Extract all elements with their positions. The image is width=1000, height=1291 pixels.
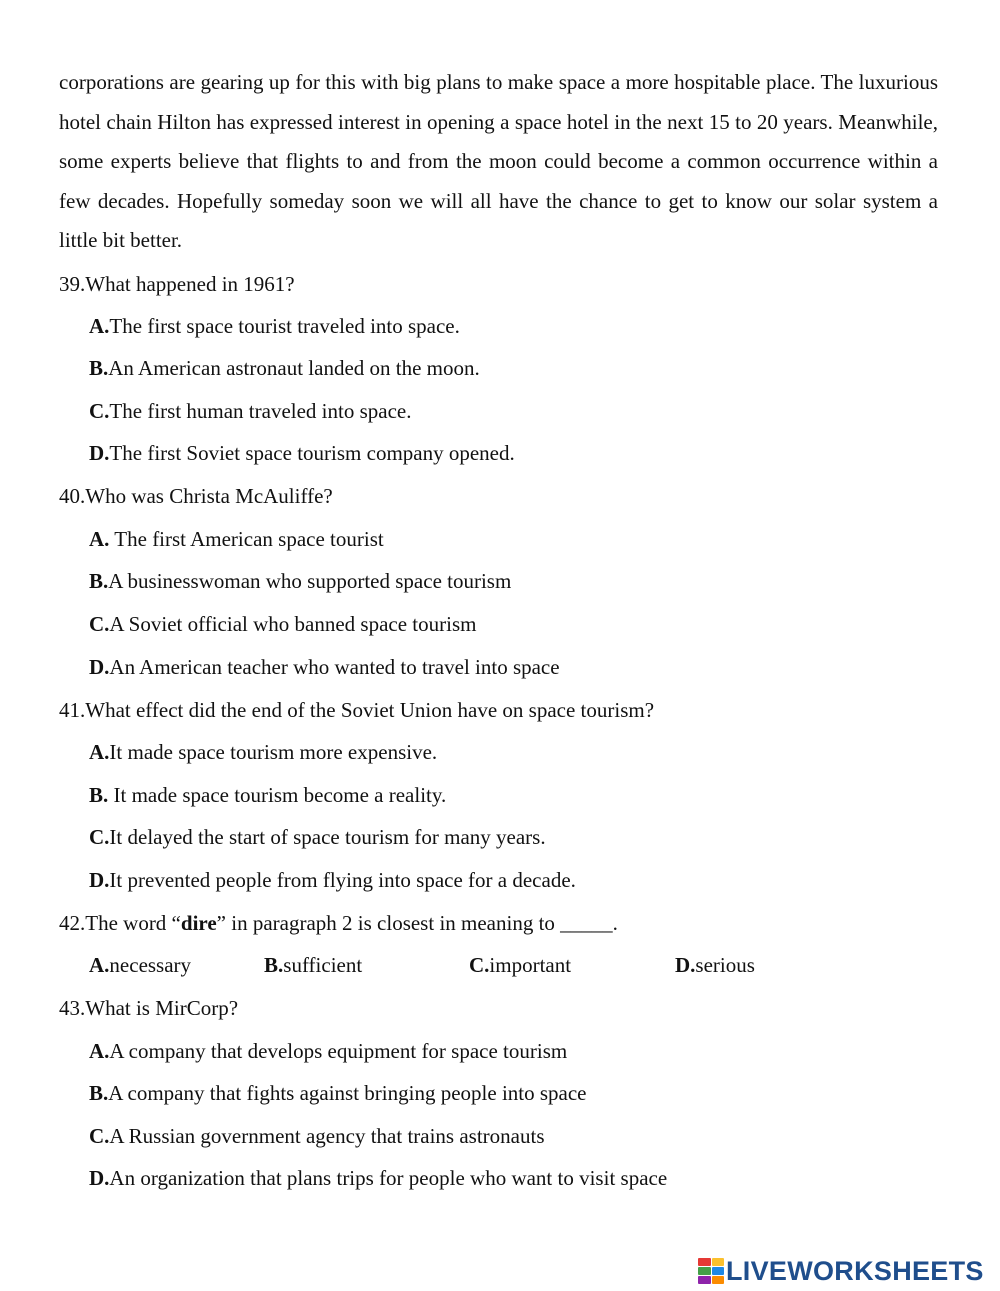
question-39-option-a[interactable]: A.The first space tourist traveled into space. [89,314,460,338]
question-40-option-b[interactable]: B.A businesswoman who supported space tourism [89,569,512,593]
question-43-option-b[interactable]: B.A company that fights against bringing people into space [89,1081,587,1105]
question-42-option-c[interactable]: C.important [469,953,572,977]
question-41-option-a[interactable]: A.It made space tourism more expensive. [89,740,438,764]
liveworksheets-logo-icon [698,1258,724,1284]
question-41-option-d[interactable]: D.It prevented people from flying into space for a decade. [89,868,576,892]
question-42-option-a[interactable]: A.necessary [89,953,192,977]
question-41-stem: 41.What effect did the end of the Soviet Union have on space tourism? [59,698,655,722]
liveworksheets-logo-text: LIVEWORKSHEETS [726,1255,984,1286]
question-40-option-c[interactable]: C.A Soviet official who banned space tourism [89,612,477,636]
question-43-option-d[interactable]: D.An organization that plans trips for people who want to visit space [89,1166,668,1190]
question-39-option-d[interactable]: D.The first Soviet space tourism company opened. [89,441,515,465]
question-43-option-c[interactable]: C.A Russian government agency that trains astronauts [89,1124,545,1148]
question-42-stem: 42.The word “dire” in paragraph 2 is closest in meaning to _____. [59,911,618,935]
question-39-option-c[interactable]: C.The first human traveled into space. [89,399,412,423]
question-39-stem: 39.What happened in 1961? [59,272,295,296]
question-41-option-c[interactable]: C.It delayed the start of space tourism for many years. [89,825,546,849]
question-40-option-a[interactable]: A. The first American space tourist [89,527,384,551]
question-40-stem: 40.Who was Christa McAuliffe? [59,484,333,508]
question-42-option-d[interactable]: D.serious [675,953,755,977]
question-42-option-b[interactable]: B.sufficient [264,953,363,977]
liveworksheets-logo [698,1255,984,1287]
reading-passage: corporations are gearing up for this with big plans to make space a more hospitable place. The luxurious hotel chain Hilton has expressed interest in opening a space hotel in the next 15 to 20 years. Meanwhile, some experts believe that flights to and from the moon could become a common occurrence within a few decades. Hopefully someday soon we will all have the chance to get to know our solar system a little bit better. [59,70,938,252]
keyword-dire: dire [180,911,217,935]
question-41-option-b[interactable]: B. It made space tourism become a reality. [89,783,447,807]
question-40-option-d[interactable]: D.An American teacher who wanted to travel into space [89,655,560,679]
question-39-option-b[interactable]: B.An American astronaut landed on the moon. [89,356,480,380]
question-43-stem: 43.What is MirCorp? [59,996,239,1020]
question-43-option-a[interactable]: A.A company that develops equipment for space tourism [89,1039,568,1063]
